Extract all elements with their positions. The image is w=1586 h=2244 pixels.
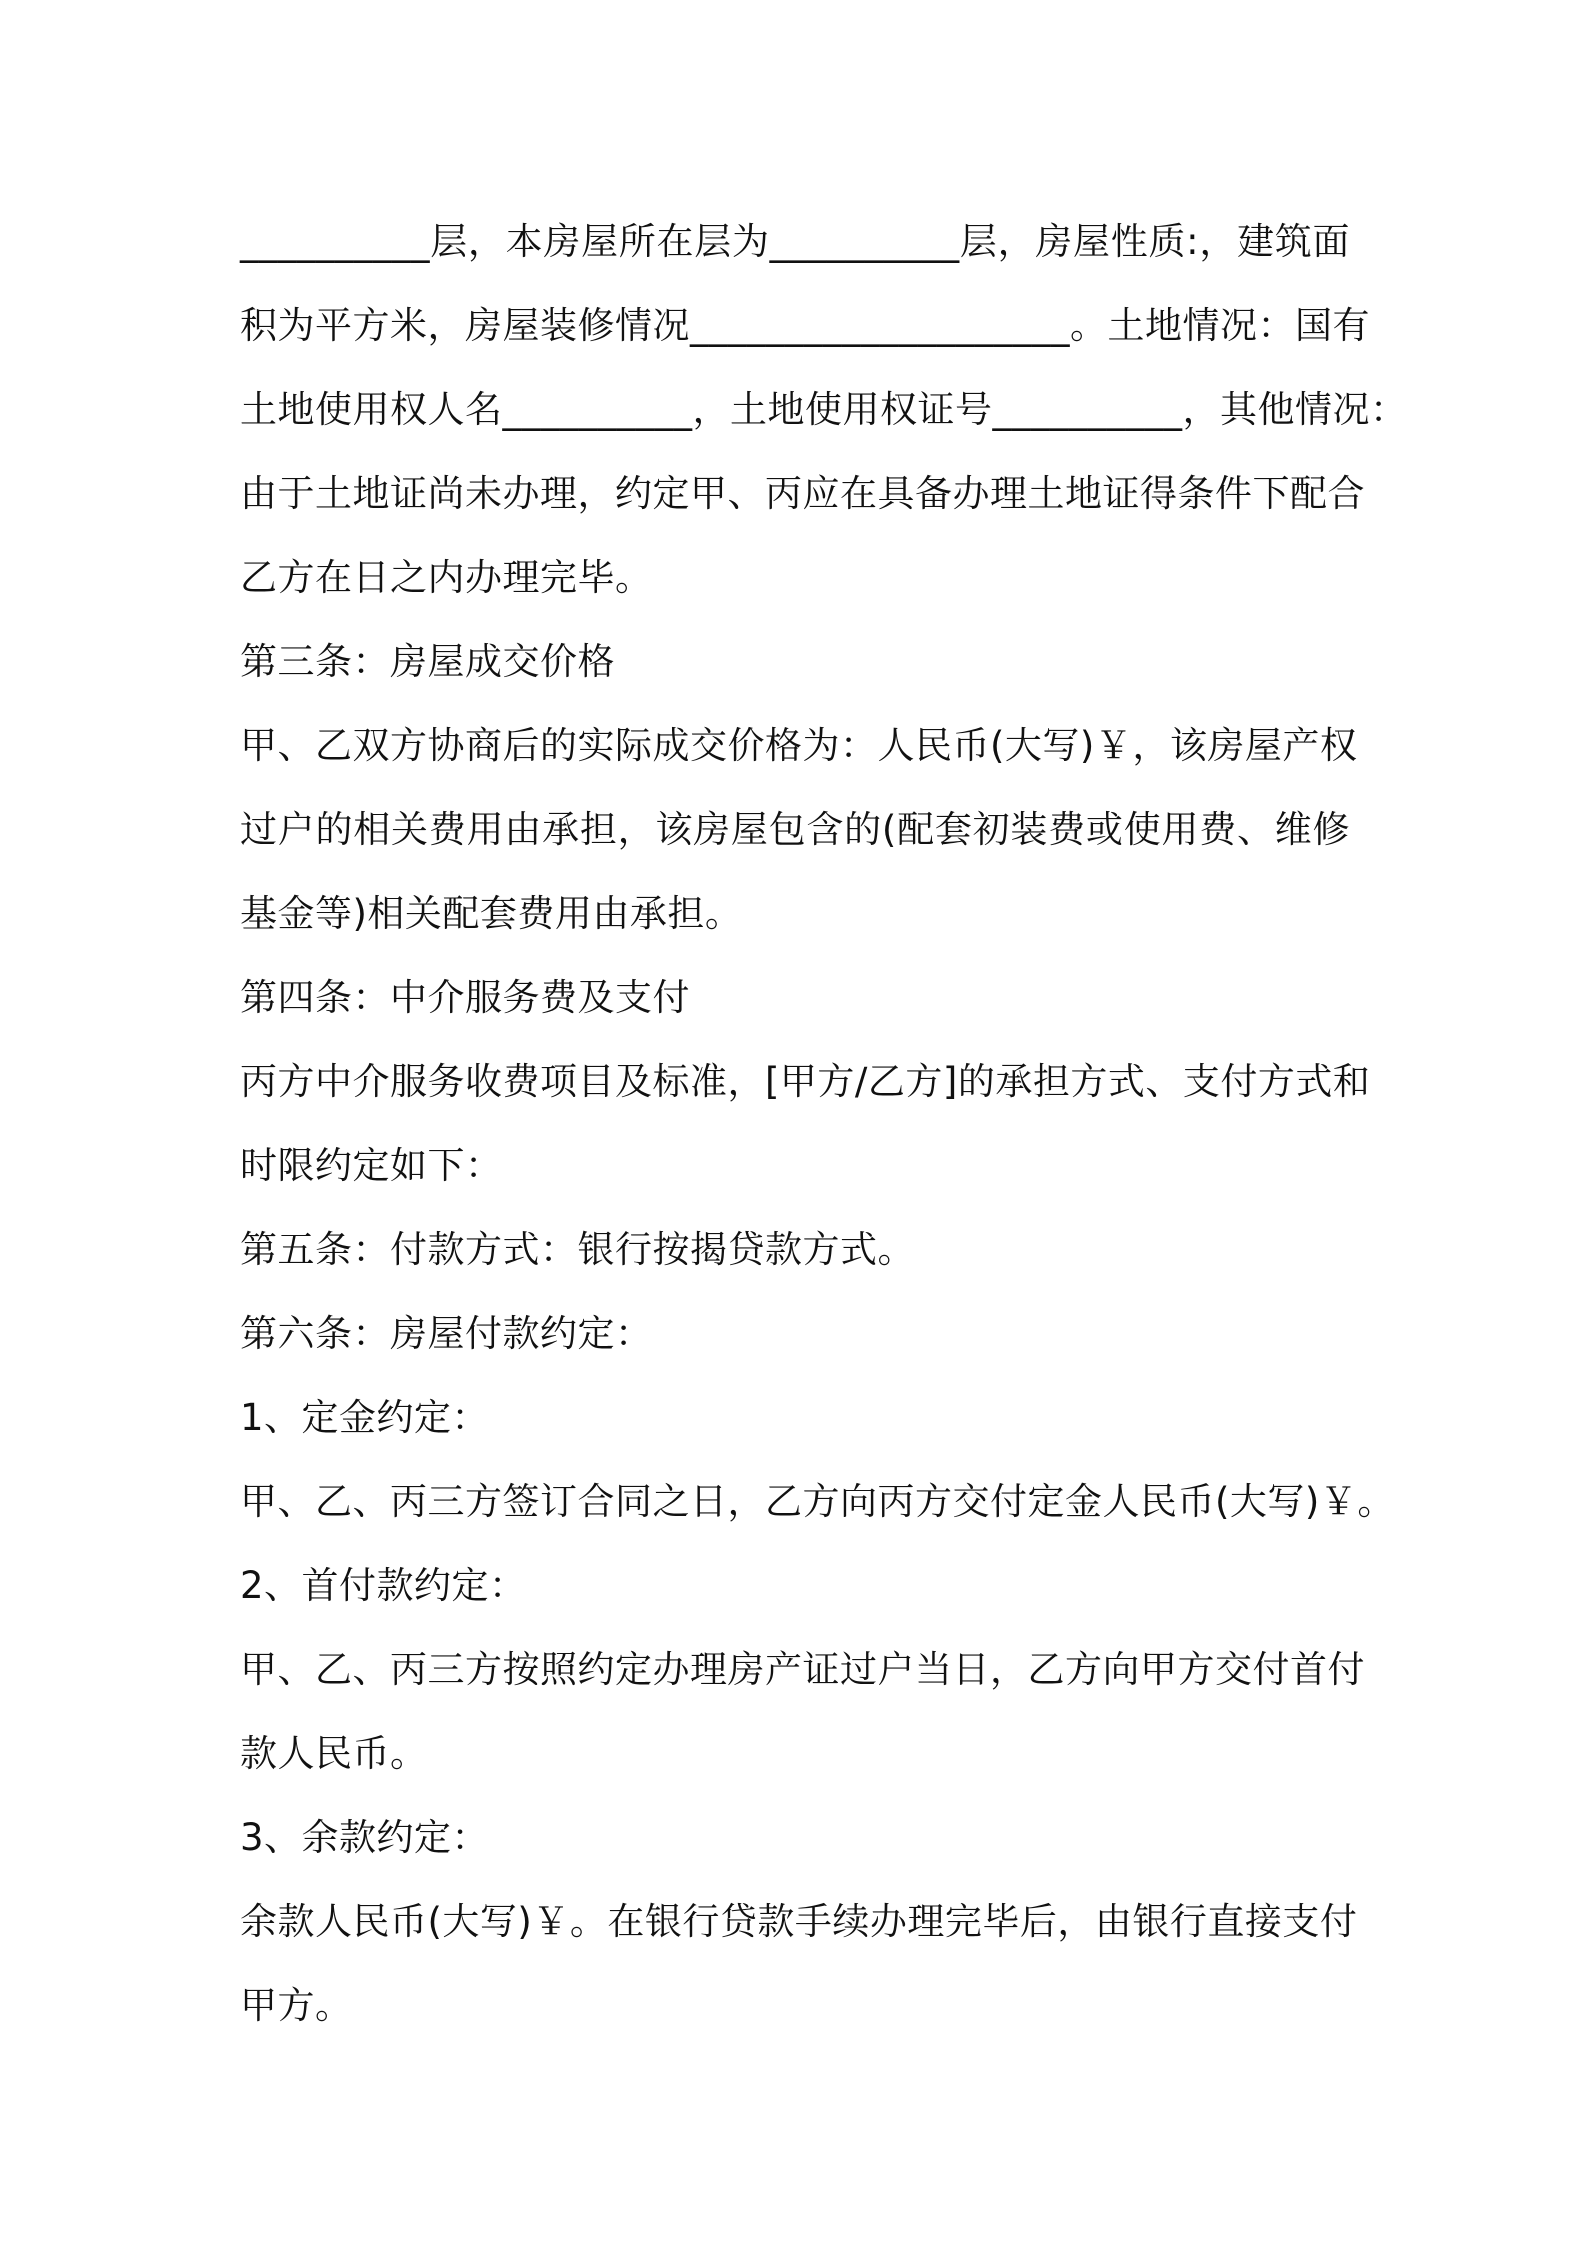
section-heading: 第五条：付款方式：银行按揭贷款方式。 [240, 1228, 915, 1271]
subsection-heading: 2、首付款约定： [240, 1564, 527, 1607]
section-heading: 第六条：房屋付款约定： [240, 1312, 653, 1355]
text-line: 乙方在日之内办理完毕。 [240, 556, 653, 599]
section-heading: 第三条：房屋成交价格 [240, 640, 615, 683]
document-body [240, 200, 1408, 2048]
text-line: 款人民币。 [240, 1732, 428, 1775]
text-line: 土地使用权人名__________，土地使用权证号__________，其他情况： [240, 388, 1408, 431]
text-line: 时限约定如下： [240, 1144, 503, 1187]
text-line: 余款人民币(大写)￥。在银行贷款手续办理完毕后，由银行直接支付 [240, 1900, 1358, 1943]
text-line: 丙方中介服务收费项目及标准，[甲方/乙方]的承担方式、支付方式和 [240, 1060, 1371, 1103]
text-line: 甲、乙、丙三方按照约定办理房产证过户当日，乙方向甲方交付首付 [240, 1648, 1365, 1691]
text-line: 甲、乙、丙三方签订合同之日，乙方向丙方交付定金人民币(大写)￥。 [240, 1480, 1395, 1523]
text-line: 积为平方米，房屋装修情况____________________。土地情况：国有 [240, 304, 1370, 347]
text-line: 过户的相关费用由承担，该房屋包含的(配套初装费或使用费、维修 [240, 808, 1350, 851]
subsection-heading: 3、余款约定： [240, 1816, 490, 1859]
section-heading: 第四条：中介服务费及支付 [240, 976, 690, 1019]
text-line: 甲、乙双方协商后的实际成交价格为：人民币(大写)￥，该房屋产权 [240, 724, 1358, 767]
text-line: 由于土地证尚未办理，约定甲、丙应在具备办理土地证得条件下配合 [240, 472, 1365, 515]
text-line: 甲方。 [240, 1984, 353, 2027]
subsection-heading: 1、定金约定： [240, 1396, 490, 1439]
text-line: 基金等)相关配套费用由承担。 [240, 892, 743, 935]
text-line: __________层，本房屋所在层为__________层，房屋性质:，建筑面 [240, 220, 1350, 263]
